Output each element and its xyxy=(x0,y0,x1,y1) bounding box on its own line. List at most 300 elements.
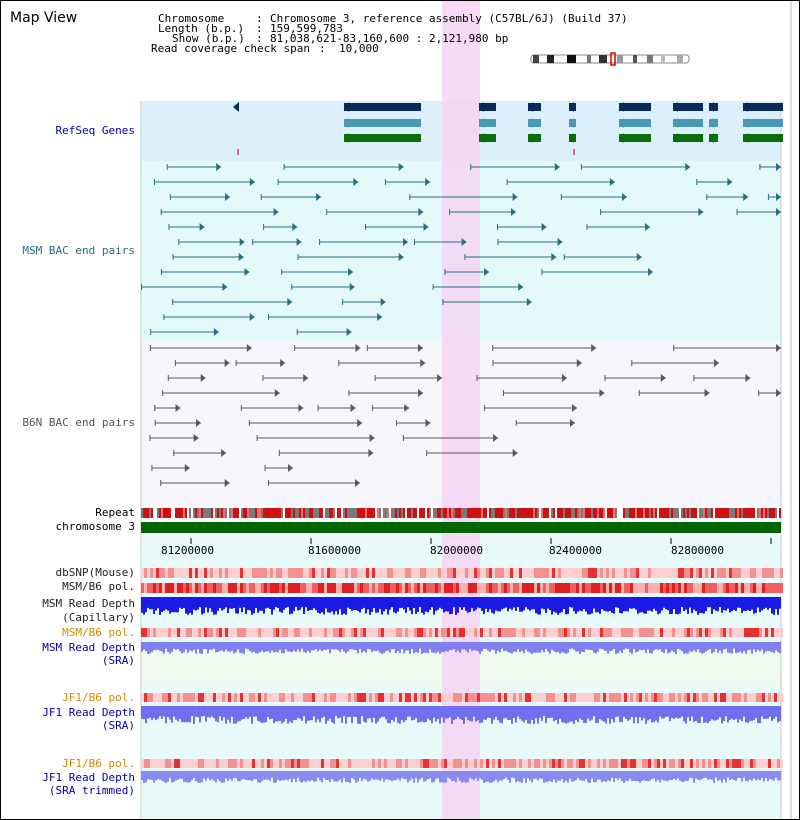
polymorphism-cell xyxy=(561,568,564,578)
repeat-segment xyxy=(405,508,407,518)
read-depth-bar xyxy=(675,597,677,614)
polymorphism-cell xyxy=(333,693,336,702)
polymorphism-cell xyxy=(483,628,486,637)
repeat-segment xyxy=(271,508,273,518)
read-depth-bar xyxy=(491,642,493,650)
read-depth-bar xyxy=(395,706,397,717)
read-depth-bar xyxy=(333,597,335,615)
read-depth-bar xyxy=(435,771,437,779)
read-depth-bar xyxy=(583,597,585,609)
polymorphism-cell xyxy=(750,583,753,593)
repeat-segment xyxy=(287,508,289,518)
read-depth-bar xyxy=(273,771,275,783)
read-depth-bar xyxy=(329,771,331,782)
polymorphism-cell xyxy=(468,693,471,702)
repeat-segment xyxy=(475,508,477,518)
repeat-segment xyxy=(171,508,173,518)
polymorphism-cell xyxy=(285,628,288,637)
read-depth-bar xyxy=(433,642,435,653)
read-depth-bar xyxy=(149,597,151,609)
read-depth-bar xyxy=(381,706,383,717)
polymorphism-cell xyxy=(780,759,783,768)
read-depth-bar xyxy=(161,597,163,612)
read-depth-bar xyxy=(739,642,741,652)
read-depth-bar xyxy=(447,771,449,778)
read-depth-bar xyxy=(593,706,595,716)
read-depth-bar xyxy=(237,771,239,781)
polymorphism-cell xyxy=(156,628,159,637)
repeat-segment xyxy=(307,508,309,518)
polymorphism-cell xyxy=(153,693,156,702)
polymorphism-cell xyxy=(684,759,687,768)
polymorphism-cell xyxy=(321,759,324,768)
repeat-segment xyxy=(407,508,409,518)
read-depth-bar xyxy=(501,706,503,723)
read-depth-bar xyxy=(617,597,619,608)
repeat-segment xyxy=(485,508,487,518)
polymorphism-cell xyxy=(591,583,594,593)
read-depth-bar xyxy=(359,706,361,724)
read-depth-bar xyxy=(311,706,313,720)
repeat-segment xyxy=(733,508,735,518)
polymorphism-cell xyxy=(567,693,570,702)
repeat-segment xyxy=(355,508,357,518)
polymorphism-cell xyxy=(720,693,723,702)
read-depth-bar xyxy=(377,706,379,722)
polymorphism-cell xyxy=(414,568,417,578)
read-depth-bar xyxy=(157,597,159,608)
repeat-segment xyxy=(357,508,359,518)
polymorphism-cell xyxy=(261,693,264,702)
repeat-segment xyxy=(385,508,387,518)
polymorphism-cell xyxy=(624,693,627,702)
polymorphism-cell xyxy=(720,568,723,578)
polymorphism-cell xyxy=(288,628,291,637)
polymorphism-cell xyxy=(186,568,189,578)
polymorphism-cell xyxy=(549,628,552,637)
read-depth-bar xyxy=(277,706,279,721)
polymorphism-cell xyxy=(486,583,489,593)
polymorphism-cell xyxy=(183,693,186,702)
repeat-segment xyxy=(575,508,577,518)
polymorphism-cell xyxy=(342,759,345,768)
read-depth-bar xyxy=(761,771,763,778)
track-label-msm-read-depth-sra: MSM Read Depth xyxy=(42,641,135,654)
read-depth-bar xyxy=(641,706,643,720)
read-depth-bar xyxy=(389,771,391,780)
read-depth-bar xyxy=(543,771,545,783)
polymorphism-cell xyxy=(651,568,654,578)
polymorphism-cell xyxy=(516,693,519,702)
repeat-segment xyxy=(201,508,203,518)
read-depth-bar xyxy=(699,597,701,613)
polymorphism-cell xyxy=(669,583,672,593)
polymorphism-cell xyxy=(168,693,171,702)
polymorphism-cell xyxy=(768,568,771,578)
read-depth-bar xyxy=(705,597,707,611)
polymorphism-cell xyxy=(315,628,318,637)
repeat-segment xyxy=(657,508,659,518)
polymorphism-cell xyxy=(345,568,348,578)
read-depth-bar xyxy=(343,771,345,778)
polymorphism-cell xyxy=(537,628,540,637)
polymorphism-cell xyxy=(759,693,762,702)
polymorphism-cell xyxy=(582,759,585,768)
read-depth-bar xyxy=(511,642,513,654)
read-depth-bar xyxy=(729,771,731,780)
polymorphism-cell xyxy=(741,628,744,637)
read-depth-bar xyxy=(353,642,355,650)
polymorphism-cell xyxy=(294,759,297,768)
read-depth-bar xyxy=(347,642,349,651)
polymorphism-cell xyxy=(717,568,720,578)
read-depth-bar xyxy=(739,771,741,778)
polymorphism-cell xyxy=(198,583,201,593)
polymorphism-cell xyxy=(594,583,597,593)
polymorphism-cell xyxy=(333,759,336,768)
polymorphism-cell xyxy=(228,693,231,702)
polymorphism-cell xyxy=(195,759,198,768)
read-depth-bar xyxy=(627,771,629,781)
read-depth-bar xyxy=(721,597,723,613)
read-depth-bar xyxy=(405,642,407,651)
polymorphism-cell xyxy=(276,583,279,593)
read-depth-bar xyxy=(241,642,243,653)
polymorphism-cell xyxy=(723,693,726,702)
read-depth-bar xyxy=(259,771,261,783)
polymorphism-cell xyxy=(144,693,147,702)
read-depth-bar xyxy=(649,597,651,611)
repeat-segment xyxy=(141,508,143,518)
polymorphism-cell xyxy=(444,693,447,702)
read-depth-bar xyxy=(437,642,439,652)
polymorphism-cell xyxy=(609,628,612,637)
read-depth-bar xyxy=(453,771,455,781)
repeat-segment xyxy=(729,508,731,518)
polymorphism-cell xyxy=(417,628,420,637)
read-depth-bar xyxy=(401,642,403,649)
polymorphism-cell xyxy=(459,759,462,768)
polymorphism-cell xyxy=(624,583,627,593)
polymorphism-cell xyxy=(354,693,357,702)
polymorphism-cell xyxy=(591,568,594,578)
read-depth-bar xyxy=(277,642,279,652)
read-depth-bar xyxy=(705,706,707,723)
repeat-segment xyxy=(505,508,507,518)
polymorphism-cell xyxy=(480,628,483,637)
read-depth-bar xyxy=(479,771,481,778)
read-depth-bar xyxy=(627,706,629,721)
polymorphism-cell xyxy=(201,583,204,593)
read-depth-bar xyxy=(173,642,175,649)
polymorphism-cell xyxy=(777,628,780,637)
read-depth-bar xyxy=(265,597,267,608)
read-depth-bar xyxy=(445,642,447,651)
read-depth-bar xyxy=(279,706,281,721)
polymorphism-cell xyxy=(504,759,507,768)
read-depth-bar xyxy=(371,597,373,612)
read-depth-bar xyxy=(621,642,623,653)
polymorphism-cell xyxy=(678,568,681,578)
polymorphism-cell xyxy=(537,583,540,593)
read-depth-bar xyxy=(339,706,341,718)
read-depth-bar xyxy=(521,642,523,651)
read-depth-bar xyxy=(737,597,739,608)
track-label-chromosome: chromosome 3 xyxy=(55,520,135,533)
read-depth-bar xyxy=(559,597,561,613)
polymorphism-cell xyxy=(351,568,354,578)
length-key: Length (b.p.) xyxy=(158,22,245,35)
read-depth-bar xyxy=(525,642,527,650)
polymorphism-cell xyxy=(477,568,480,578)
read-depth-bar xyxy=(145,597,147,612)
read-depth-bar xyxy=(695,597,697,611)
read-depth-bar xyxy=(543,706,545,716)
repeat-segment xyxy=(329,508,331,518)
repeat-segment xyxy=(693,508,695,518)
polymorphism-cell xyxy=(447,568,450,578)
read-depth-bar xyxy=(639,642,641,650)
polymorphism-cell xyxy=(693,759,696,768)
repeat-segment xyxy=(681,508,683,518)
polymorphism-cell xyxy=(702,583,705,593)
polymorphism-cell xyxy=(234,693,237,702)
polymorphism-cell xyxy=(534,583,537,593)
repeat-segment xyxy=(737,508,739,518)
read-depth-bar xyxy=(651,642,653,654)
repeat-segment xyxy=(237,508,239,518)
polymorphism-cell xyxy=(435,568,438,578)
polymorphism-cell xyxy=(690,568,693,578)
track-label-jf1-b6-pol: JF1/B6 pol. xyxy=(62,691,135,704)
polymorphism-cell xyxy=(480,583,483,593)
polymorphism-cell xyxy=(756,568,759,578)
polymorphism-cell xyxy=(612,568,615,578)
polymorphism-cell xyxy=(282,693,285,702)
polymorphism-cell xyxy=(366,583,369,593)
read-depth-bar xyxy=(235,642,237,652)
polymorphism-cell xyxy=(516,568,519,578)
read-depth-bar xyxy=(515,597,517,611)
read-depth-bar xyxy=(179,771,181,779)
polymorphism-cell xyxy=(723,628,726,637)
read-depth-bar xyxy=(183,706,185,722)
read-depth-bar xyxy=(681,597,683,607)
read-depth-bar xyxy=(443,597,445,612)
read-depth-bar xyxy=(365,597,367,614)
polymorphism-cell xyxy=(300,583,303,593)
polymorphism-cell xyxy=(648,583,651,593)
read-depth-bar xyxy=(229,597,231,609)
polymorphism-cell xyxy=(444,759,447,768)
polymorphism-cell xyxy=(390,583,393,593)
read-depth-bar xyxy=(265,706,267,722)
polymorphism-cell xyxy=(210,693,213,702)
read-depth-bar xyxy=(399,771,401,781)
polymorphism-cell xyxy=(357,568,360,578)
polymorphism-cell xyxy=(159,583,162,593)
polymorphism-cell xyxy=(189,568,192,578)
polymorphism-cell xyxy=(195,628,198,637)
polymorphism-cell xyxy=(516,628,519,637)
read-depth-bar xyxy=(549,771,551,781)
read-depth-bar xyxy=(399,597,401,608)
read-depth-bar xyxy=(317,771,319,778)
polymorphism-cell xyxy=(546,568,549,578)
polymorphism-cell xyxy=(507,583,510,593)
polymorphism-cell xyxy=(573,759,576,768)
read-depth-bar xyxy=(603,642,605,650)
polymorphism-cell xyxy=(675,583,678,593)
read-depth-bar xyxy=(649,771,651,781)
repeat-segment xyxy=(175,508,177,518)
read-depth-bar xyxy=(331,642,333,649)
polymorphism-cell xyxy=(606,628,609,637)
read-depth-bar xyxy=(577,771,579,778)
read-depth-bar xyxy=(675,771,677,780)
read-depth-bar xyxy=(367,771,369,782)
read-depth-bar xyxy=(407,642,409,650)
read-depth-bar xyxy=(319,642,321,650)
polymorphism-cell xyxy=(261,583,264,593)
read-depth-bar xyxy=(247,771,249,780)
read-depth-bar xyxy=(459,771,461,781)
read-depth-bar xyxy=(635,706,637,717)
read-depth-bar xyxy=(695,642,697,652)
polymorphism-cell xyxy=(774,568,777,578)
polymorphism-cell xyxy=(726,628,729,637)
read-depth-bar xyxy=(595,771,597,782)
polymorphism-cell xyxy=(657,583,660,593)
read-depth-bar xyxy=(165,597,167,610)
polymorphism-cell xyxy=(297,583,300,593)
polymorphism-cell xyxy=(702,568,705,578)
read-depth-bar xyxy=(431,642,433,653)
polymorphism-cell xyxy=(285,759,288,768)
read-depth-bar xyxy=(621,597,623,613)
read-depth-bar xyxy=(165,706,167,723)
read-depth-bar xyxy=(561,642,563,652)
read-depth-bar xyxy=(713,642,715,652)
polymorphism-cell xyxy=(573,693,576,702)
read-depth-bar xyxy=(255,771,257,779)
read-depth-bar xyxy=(245,771,247,780)
read-depth-bar xyxy=(475,706,477,722)
polymorphism-cell xyxy=(480,568,483,578)
polymorphism-cell xyxy=(615,583,618,593)
read-depth-bar xyxy=(771,642,773,652)
polymorphism-cell xyxy=(390,568,393,578)
polymorphism-cell xyxy=(282,583,285,593)
polymorphism-cell xyxy=(648,759,651,768)
repeat-segment xyxy=(269,508,271,518)
polymorphism-cell xyxy=(360,583,363,593)
read-depth-bar xyxy=(225,771,227,778)
read-depth-bar xyxy=(711,771,713,780)
polymorphism-cell xyxy=(378,693,381,702)
read-depth-bar xyxy=(745,597,747,611)
read-depth-bar xyxy=(779,706,781,721)
repeat-segment xyxy=(147,508,149,518)
read-depth-bar xyxy=(415,706,417,718)
polymorphism-cell xyxy=(441,568,444,578)
repeat-segment xyxy=(291,508,293,518)
polymorphism-cell xyxy=(207,568,210,578)
polymorphism-cell xyxy=(237,693,240,702)
polymorphism-cell xyxy=(720,759,723,768)
polymorphism-cell xyxy=(732,759,735,768)
polymorphism-cell xyxy=(561,628,564,637)
polymorphism-cell xyxy=(264,628,267,637)
repeat-segment xyxy=(455,508,457,518)
read-depth-bar xyxy=(387,597,389,615)
polymorphism-cell xyxy=(774,628,777,637)
read-depth-bar xyxy=(475,597,477,610)
polymorphism-cell xyxy=(771,693,774,702)
read-depth-bar xyxy=(437,771,439,778)
read-depth-bar xyxy=(471,597,473,608)
read-depth-bar xyxy=(159,706,161,716)
read-depth-bar xyxy=(541,642,543,650)
read-depth-bar xyxy=(169,642,171,654)
polymorphism-cell xyxy=(450,628,453,637)
read-depth-bar xyxy=(191,642,193,652)
polymorphism-cell xyxy=(552,568,555,578)
read-depth-bar xyxy=(347,771,349,782)
read-depth-bar xyxy=(335,706,337,716)
read-depth-bar xyxy=(735,771,737,781)
repeat-segment xyxy=(621,508,623,518)
polymorphism-cell xyxy=(423,628,426,637)
read-depth-bar xyxy=(697,642,699,649)
read-depth-bar xyxy=(429,706,431,720)
polymorphism-cell xyxy=(372,583,375,593)
repeat-segment xyxy=(687,508,689,518)
polymorphism-cell xyxy=(549,759,552,768)
polymorphism-cell xyxy=(570,628,573,637)
read-depth-bar xyxy=(585,597,587,612)
polymorphism-cell xyxy=(711,568,714,578)
polymorphism-cell xyxy=(495,759,498,768)
polymorphism-cell xyxy=(318,759,321,768)
read-depth-bar xyxy=(751,597,753,610)
polymorphism-cell xyxy=(204,583,207,593)
read-depth-bar xyxy=(695,706,697,721)
repeat-segment xyxy=(659,508,661,518)
repeat-segment xyxy=(479,508,481,518)
read-depth-bar xyxy=(297,706,299,718)
read-depth-bar xyxy=(729,597,731,613)
polymorphism-cell xyxy=(645,568,648,578)
read-depth-bar xyxy=(747,706,749,723)
polymorphism-cell xyxy=(228,568,231,578)
polymorphism-cell xyxy=(195,693,198,702)
read-depth-bar xyxy=(159,771,161,780)
polymorphism-cell xyxy=(435,759,438,768)
polymorphism-cell xyxy=(516,583,519,593)
polymorphism-cell xyxy=(366,628,369,637)
polymorphism-cell xyxy=(342,628,345,637)
read-depth-bar xyxy=(233,706,235,724)
read-depth-bar xyxy=(759,642,761,652)
read-depth-bar xyxy=(455,706,457,719)
read-depth-bar xyxy=(361,597,363,609)
repeat-segment xyxy=(489,508,491,518)
read-depth-bar xyxy=(689,706,691,721)
repeat-segment xyxy=(559,508,561,518)
read-depth-bar xyxy=(215,771,217,782)
polymorphism-cell xyxy=(732,628,735,637)
